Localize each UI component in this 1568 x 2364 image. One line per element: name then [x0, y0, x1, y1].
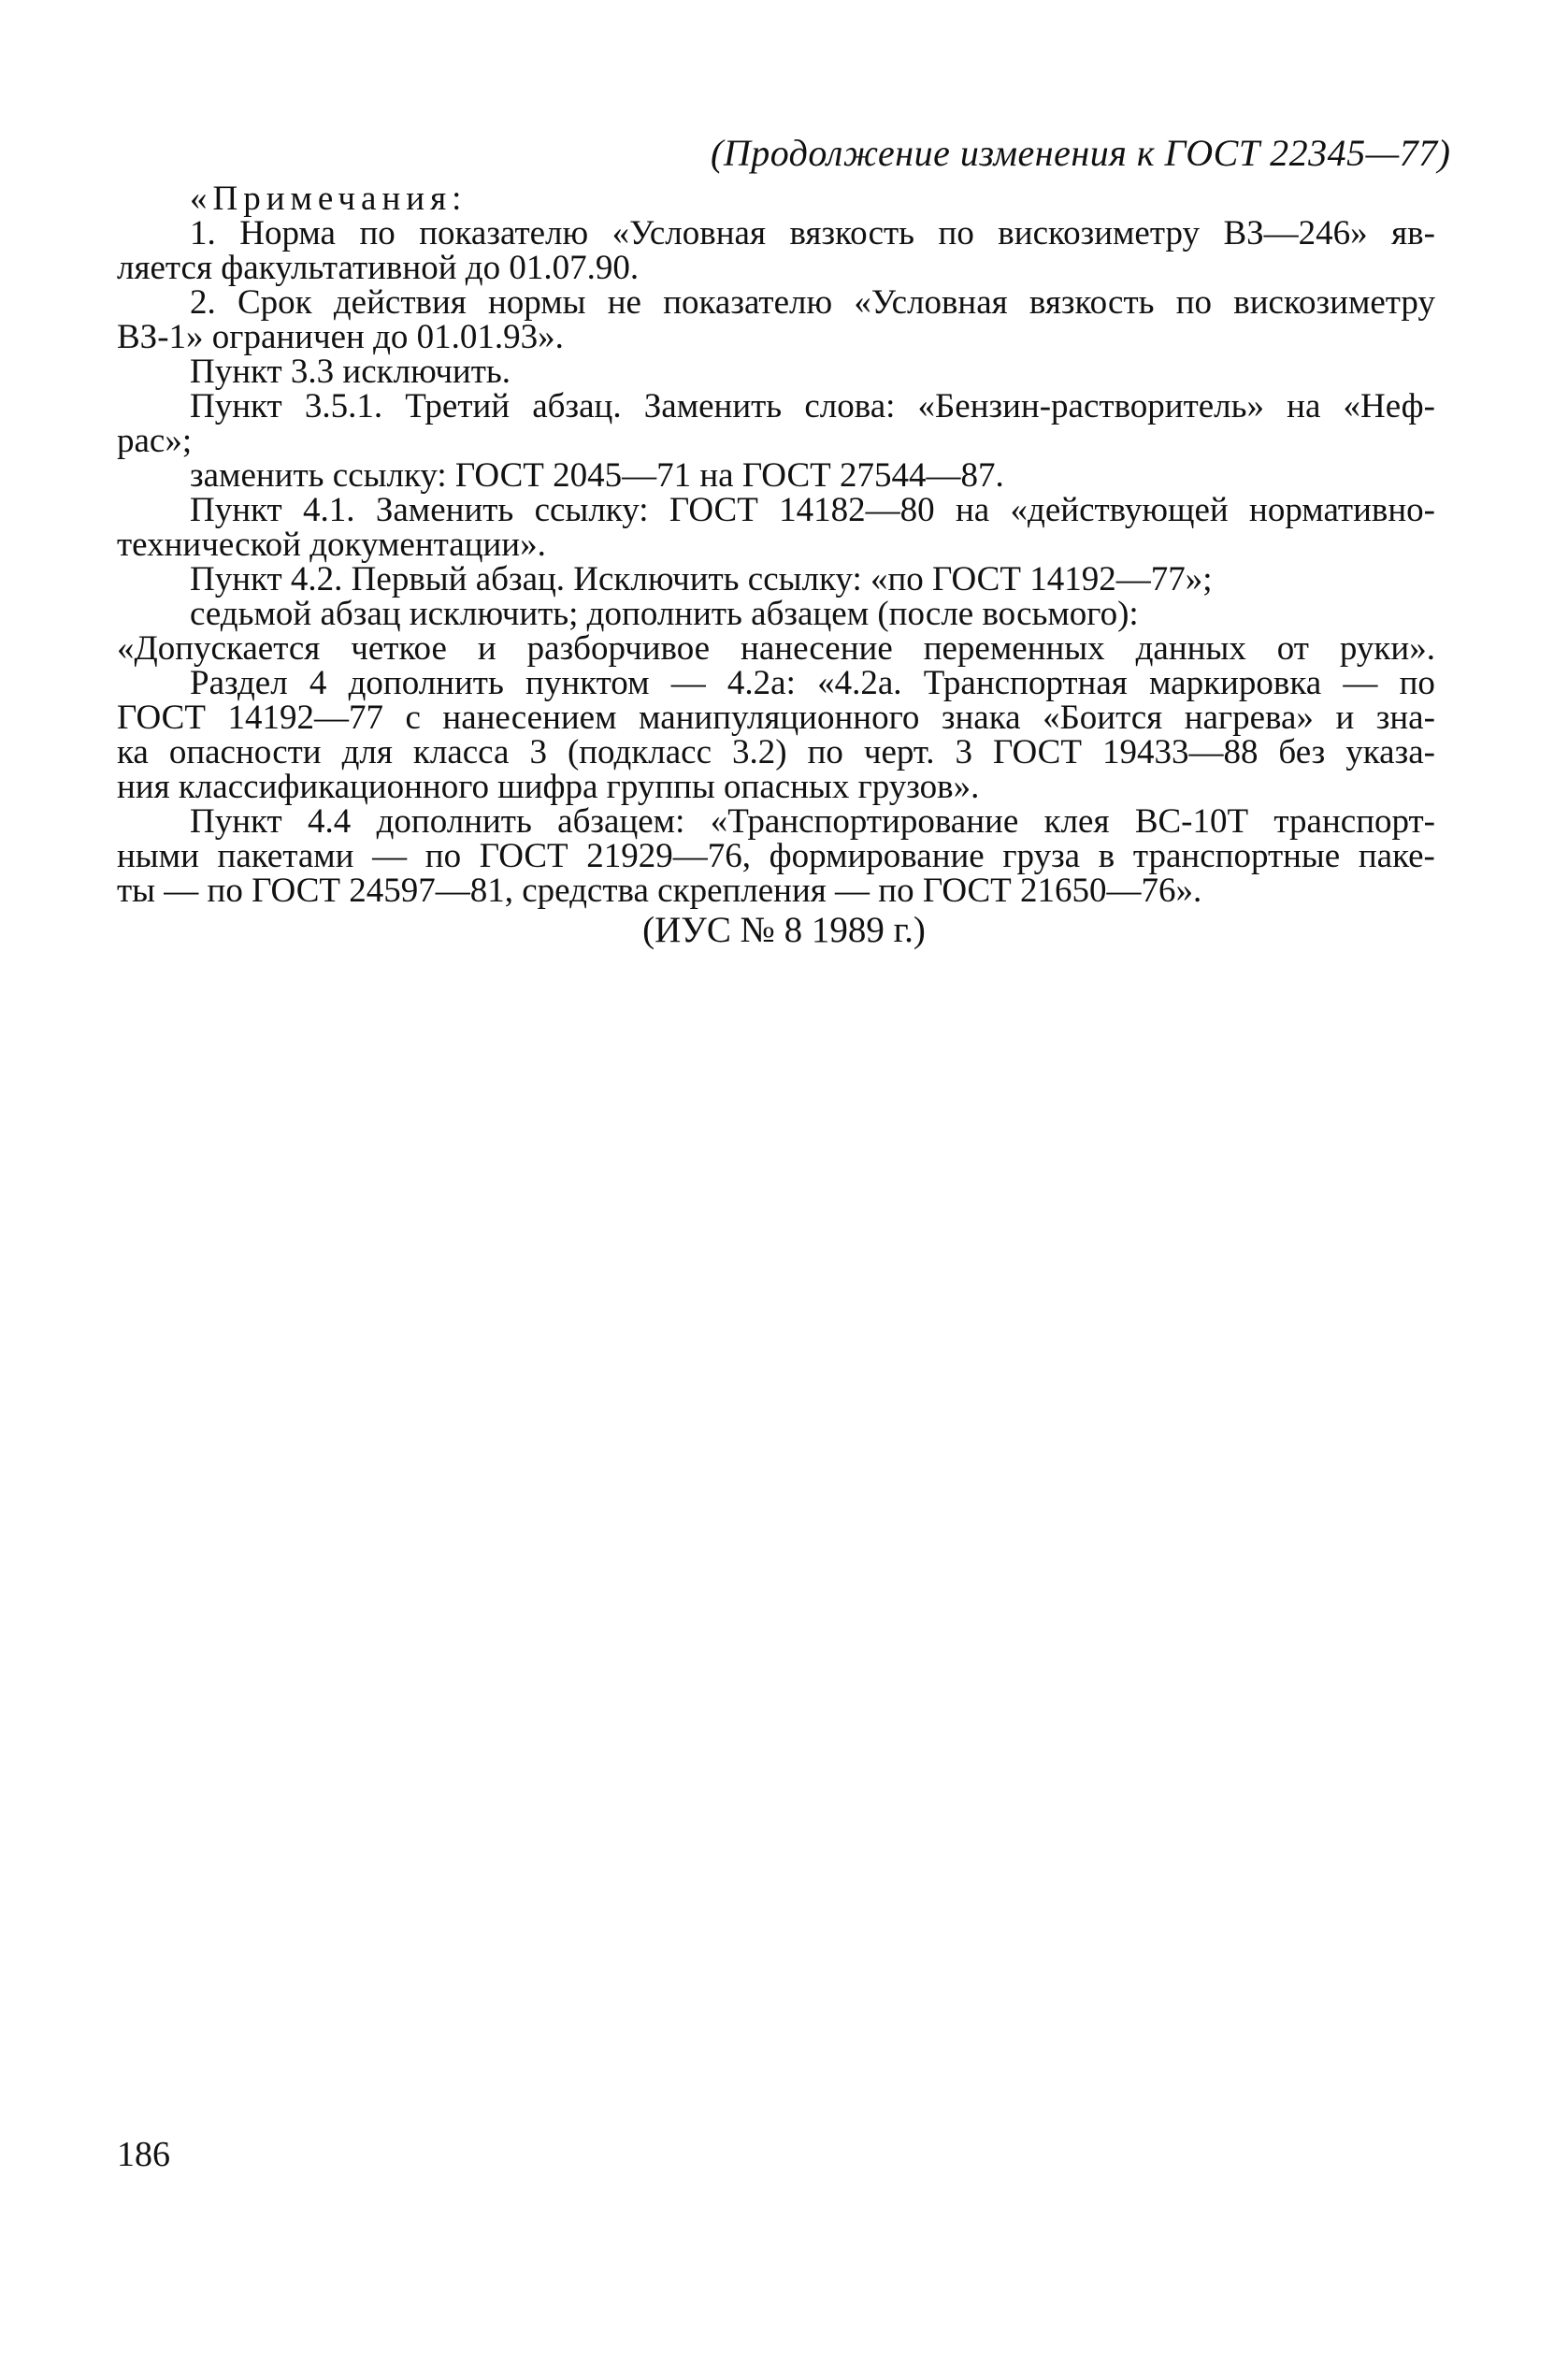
source-note: (ИУС № 8 1989 г.) — [642, 910, 926, 950]
text-line: 2. Срок действия нормы не показателю «Условная вязкость по вискозиметру — [190, 283, 1435, 322]
text-line: заменить ссылку: ГОСТ 2045—71 на ГОСТ 27544—87. — [190, 456, 1004, 495]
text-line: седьмой абзац исключить; дополнить абзацем (после восьмого): — [190, 595, 1139, 633]
text-line: ными пакетами — по ГОСТ 21929—76, формирование груза в транспортные паке- — [117, 837, 1435, 875]
text-line: ты — по ГОСТ 24597—81, средства скрепления — по ГОСТ 21650—76». — [117, 872, 1202, 910]
text-line: ГОСТ 14192—77 с нанесением манипуляционного знака «Боится нагрева» и зна- — [117, 699, 1435, 737]
text-line: ния классификационного шифра группы опасных грузов». — [117, 768, 980, 806]
page-number: 186 — [117, 2135, 170, 2174]
text-line: Пункт 3.5.1. Третий абзац. Заменить слова: «Бензин-растворитель» на «Неф- — [190, 387, 1435, 425]
text-line: Пункт 4.2. Первый абзац. Исключить ссылку: «по ГОСТ 14192—77»; — [190, 560, 1213, 598]
text-line: 1. Норма по показателю «Условная вязкость по вискозиметру ВЗ—246» яв- — [190, 214, 1435, 252]
text-line: ка опасности для класса 3 (подкласс 3.2) по черт. 3 ГОСТ 19433—88 без указа- — [117, 733, 1435, 771]
text-line: технической документации». — [117, 526, 546, 564]
text-line: ляется факультативной до 01.07.90. — [117, 249, 640, 287]
text-line: Пункт 3.3 исключить. — [190, 353, 511, 391]
text-line: Раздел 4 дополнить пунктом — 4.2а: «4.2а. Транспортная маркировка — по — [190, 664, 1435, 702]
text-line: «Допускается четкое и разборчивое нанесение переменных данных от руки». — [117, 629, 1435, 668]
text-line: Пункт 4.4 дополнить абзацем: «Транспортирование клея ВС-10Т транспорт- — [190, 802, 1435, 841]
document-body — [117, 181, 1435, 908]
text-line: «Примечания: — [190, 180, 468, 218]
text-line: ВЗ-1» ограничен до 01.01.93». — [117, 318, 564, 356]
page-header: (Продолжение изменения к ГОСТ 22345—77) — [711, 132, 1451, 174]
text-line: Пункт 4.1. Заменить ссылку: ГОСТ 14182—80 на «действующей нормативно- — [190, 491, 1435, 529]
text-line: рас»; — [117, 422, 193, 460]
